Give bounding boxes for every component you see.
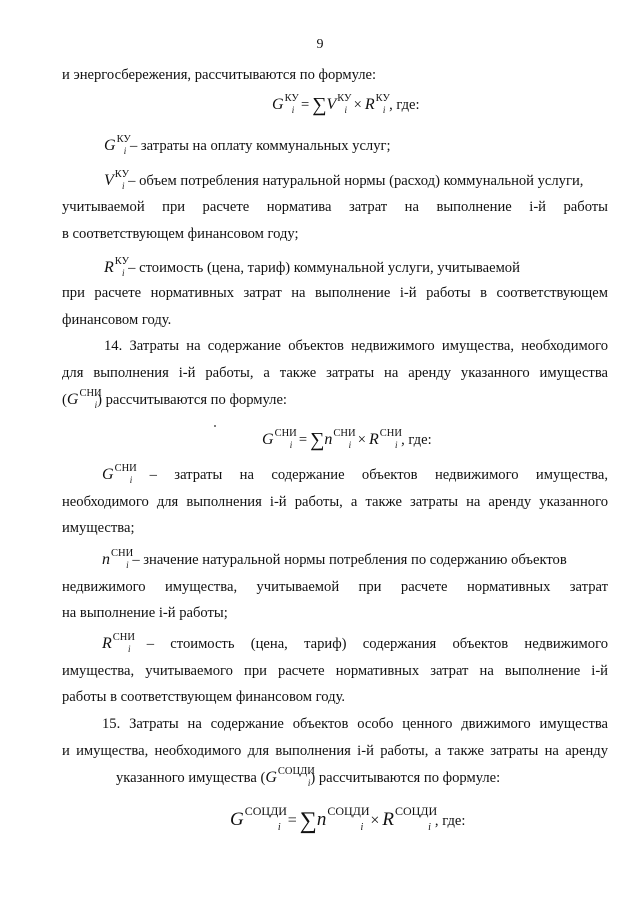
definition-r-ku: $R^{КУ}_i$ – стоимость (цена, тариф) коммунальной услуги, учитываемой bbox=[104, 256, 520, 278]
paragraph-14-line1: 14. Затраты на содержание объектов недвижимого имущества, необходимого bbox=[104, 338, 608, 354]
paragraph-15-line1: 15. Затраты на содержание объектов особо ценного движимого имущества bbox=[102, 716, 608, 732]
definition-r-ku-line2: при расчете нормативных затрат на выполнение i-й работы в соответствующем bbox=[62, 285, 608, 301]
definition-n-sni-line2: недвижимого имущества, учитываемой при расчете нормативных затрат bbox=[62, 579, 608, 595]
definition-g-sni-line2: необходимого для выполнения i-й работы, а также затраты на аренду указанного bbox=[62, 494, 608, 510]
definition-g-sni-line3: имущества; bbox=[62, 520, 135, 536]
formula-ku: $G^{КУ}_i = \sum V^{КУ}_i \times R^{КУ}_i$ , где: bbox=[272, 93, 420, 116]
formula-sni: $G^{СНИ}_i = \sum n^{СНИ}_i \times R^{СНИ}_i$ , где: bbox=[262, 428, 432, 451]
definition-r-sni-line3: работы в соответствующем финансовом году. bbox=[62, 689, 346, 705]
definition-v-ku: $V^{КУ}_i$ – объем потребления натуральной нормы (расход) коммунальной услуги, bbox=[104, 169, 584, 191]
formula-sotsdi: $G^{СОЦДИ}_i = \sum n^{СОЦДИ}_i \times R^{СОЦДИ}_i$ , где: bbox=[230, 804, 466, 834]
speck-mark bbox=[214, 425, 216, 427]
definition-r-sni: $R^{СНИ}_i$ – стоимость (цена, тариф) содержания объектов недвижимого bbox=[102, 632, 608, 654]
definition-r-ku-line3: финансовом году. bbox=[62, 312, 172, 328]
definition-r-sni-line2: имущества, учитываемого при расчете нормативных затрат на выполнение i-й bbox=[62, 663, 608, 679]
definition-n-sni-line3: на выполнение i-й работы; bbox=[62, 605, 228, 621]
definition-v-ku-line3: в соответствующем финансовом году; bbox=[62, 226, 299, 242]
page-number: 9 bbox=[316, 37, 324, 52]
paragraph-15-line3: указанного имущества $(G^{СОЦДИ}_i)$ рассчитываются по формуле: bbox=[116, 766, 501, 788]
definition-g-ku: $G^{КУ}_i$ – затраты на оплату коммунальных услуг; bbox=[104, 134, 391, 156]
paragraph-14-line2: для выполнения i-й работы, а также затраты на аренду указанного имущества bbox=[62, 365, 608, 381]
definition-g-sni: $G^{СНИ}_i$ – затраты на содержание объектов недвижимого имущества, bbox=[102, 463, 608, 485]
paragraph-14-line3: $(G^{СНИ}_i)$ рассчитываются по формуле: bbox=[62, 388, 287, 410]
definition-n-sni: $n^{СНИ}_i$ – значение натуральной нормы потребления по содержанию объектов bbox=[102, 548, 567, 570]
paragraph-15-line2: и имущества, необходимого для выполнения i-й работы, а также затраты на аренду bbox=[62, 743, 608, 759]
definition-v-ku-line2: учитываемой при расчете норматива затрат на выполнение i-й работы bbox=[62, 199, 608, 215]
intro-text: и энергосбережения, рассчитываются по формуле: bbox=[62, 67, 377, 83]
